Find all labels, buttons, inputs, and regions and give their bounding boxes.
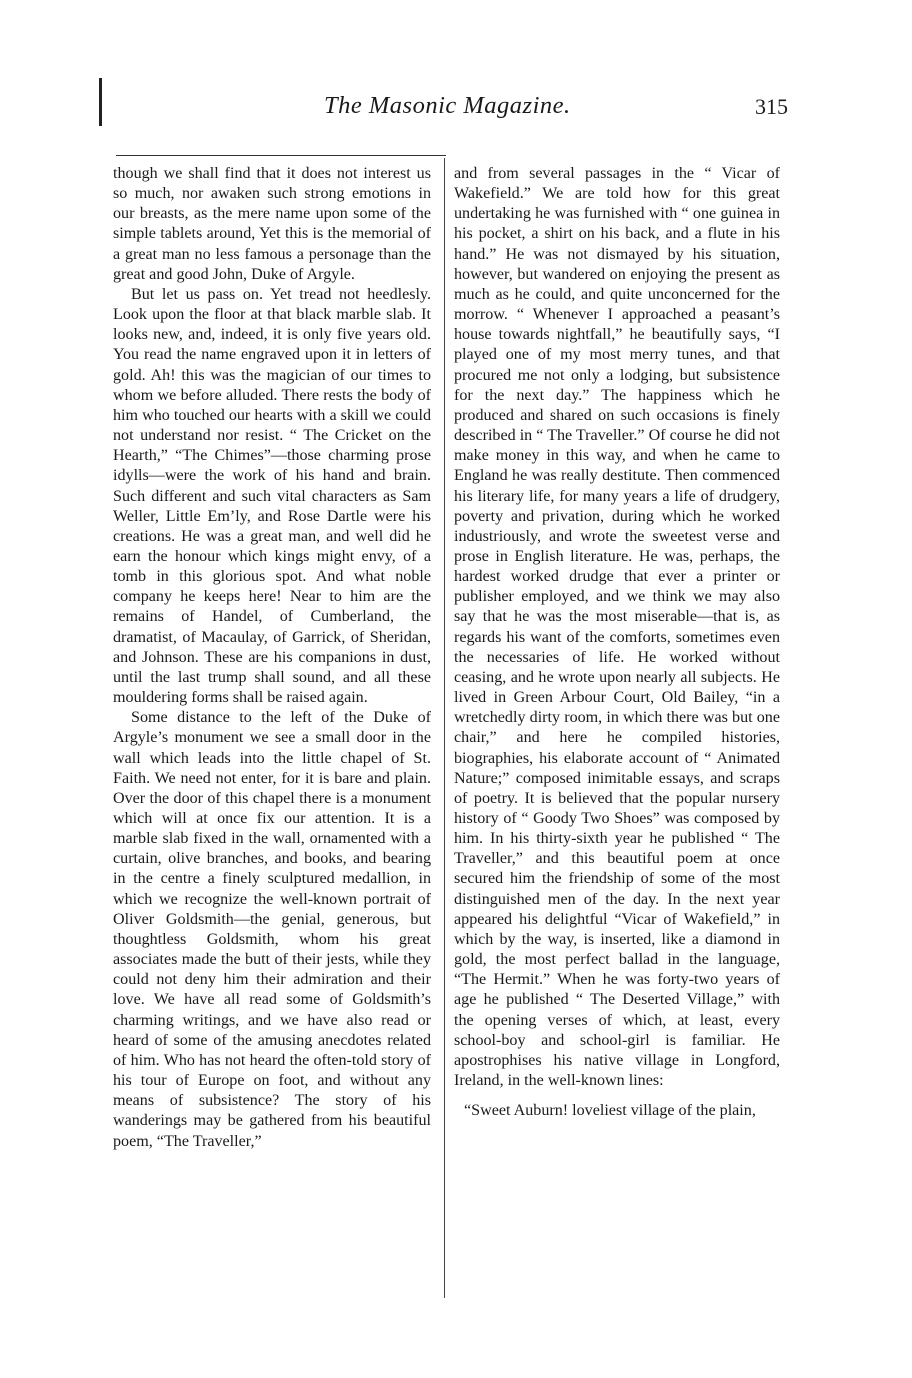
- left-column: [113, 164, 431, 1152]
- right-column: [454, 164, 780, 1121]
- magazine-title: The Masonic Magazine.: [324, 92, 571, 119]
- paragraph: and from several passages in the “ Vicar of Wakefield.” We are told how for this great undertaking he was furnished with “ one guinea in his pocket, a shirt on his back, and a flute in his hand.” He was not dismayed by his situation, however, but wandered on enjoying the present as much as he could, and quite unconcerned for the morrow. “ Whenever I approached a peasant’s house towards nightfall,” he beautifully says, “I played one of my most merry tunes, and that procured me not only a lodging, but subsistence for the next day.” The happiness which he produced and shared on such occasions is finely described in “ The Traveller.” Of course he did not make money in this way, and when he came to England he was really destitute. Then commenced his literary life, for many years a life of drudgery, poverty and privation, during which he worked industriously, and wrote the sweetest verse and prose in English literature. He was, perhaps, the hardest worked drudge that ever a printer or publisher employed, and we think we may also say that he was the most miserable—that is, as regards his want of the comforts, sometimes even the necessaries of life. He worked without ceasing, and he wrote upon nearly all subjects. He lived in Green Arbour Court, Old Bailey, “in a wretchedly dirty room, in which there was but one chair,” and here he compiled histories, biographies, his elaborate account of “ Animated Nature;” composed inimitable essays, and scraps of poetry. It is believed that the popular nursery history of “ Goody Two Shoes” was composed by him. In his thirty-sixth year he published “ The Traveller,” and this beautiful poem at once secured him the friendship of some of the most distinguished men of the day. In the next year appeared his delightful “Vicar of Wakefield,” in which by the way, is inserted, like a diamond in gold, the most perfect ballad in the language, “The Hermit.” When he was forty-two years of age he published “ The Deserted Village,” with the opening verses of which, at least, every school-boy and school-girl is familiar. He apostrophises his native village in Longford, Ireland, in the well-known lines:: [454, 165, 780, 1090]
- page-number: 315: [755, 94, 788, 119]
- paragraph: though we shall find that it does not interest us so much, nor awaken such strong emotions in our breasts, as the mere name upon some of the simple tablets around, Yet this is the memorial of a great man no less famous a personage than the great and good John, Duke of Argyle.: [113, 165, 431, 283]
- paragraph: But let us pass on. Yet tread not heedlesly. Look upon the floor at that black marble slab. It looks new, and, indeed, it is only five years old. You read the name engraved upon it in letters of gold. Ah! this was the magician of our times to whom we before alluded. There rests the body of him who touched our hearts with a skill we could not understand nor resist. “ The Cricket on the Hearth,” “The Chimes”—those charming prose idylls—were the work of his hand and brain. Such different and such vital characters as Sam Weller, Little Em’ly, and Rose Dartle were his creations. He was a great man, and well did he earn the honour which kings might envy, of a tomb in this glorious spot. And what noble company he keeps here! Near to him are the remains of Handel, of Cumberland, the dramatist, of Macaulay, of Garrick, of Sheridan, and Johnson. These are his companions in dust, until the last trump shall sound, and all these mouldering forms shall be raised again.: [113, 285, 431, 707]
- binding-mark: [99, 78, 102, 126]
- column-divider: [444, 158, 445, 1298]
- verse-quote: “Sweet Auburn! loveliest village of the plain,: [464, 1102, 756, 1120]
- page-header: [110, 92, 792, 132]
- paragraph: Some distance to the left of the Duke of Argyle’s monument we see a small door in the wall which leads into the little chapel of St. Faith. We need not enter, for it is bare and plain. Over the door of this chapel there is a monument which will at once fix our attention. It is a marble slab fixed in the wall, ornamented with a curtain, olive branches, and books, and bearing in the centre a finely sculptured medallion, in which we recognize the well-known portrait of Oliver Goldsmith—the genial, generous, but thoughtless Goldsmith, whom his great associates made the butt of their jests, while they could not deny him their admiration and their love. We have all read some of Goldsmith’s charming writings, and we have also read or heard of some of the amusing anecdotes related of him. Who has not heard the often-told story of his tour of Europe on foot, and without any means of subsistence? The story of his wanderings may be gathered from his beautiful poem, “The Traveller,”: [113, 709, 431, 1150]
- header-rule: [116, 155, 446, 156]
